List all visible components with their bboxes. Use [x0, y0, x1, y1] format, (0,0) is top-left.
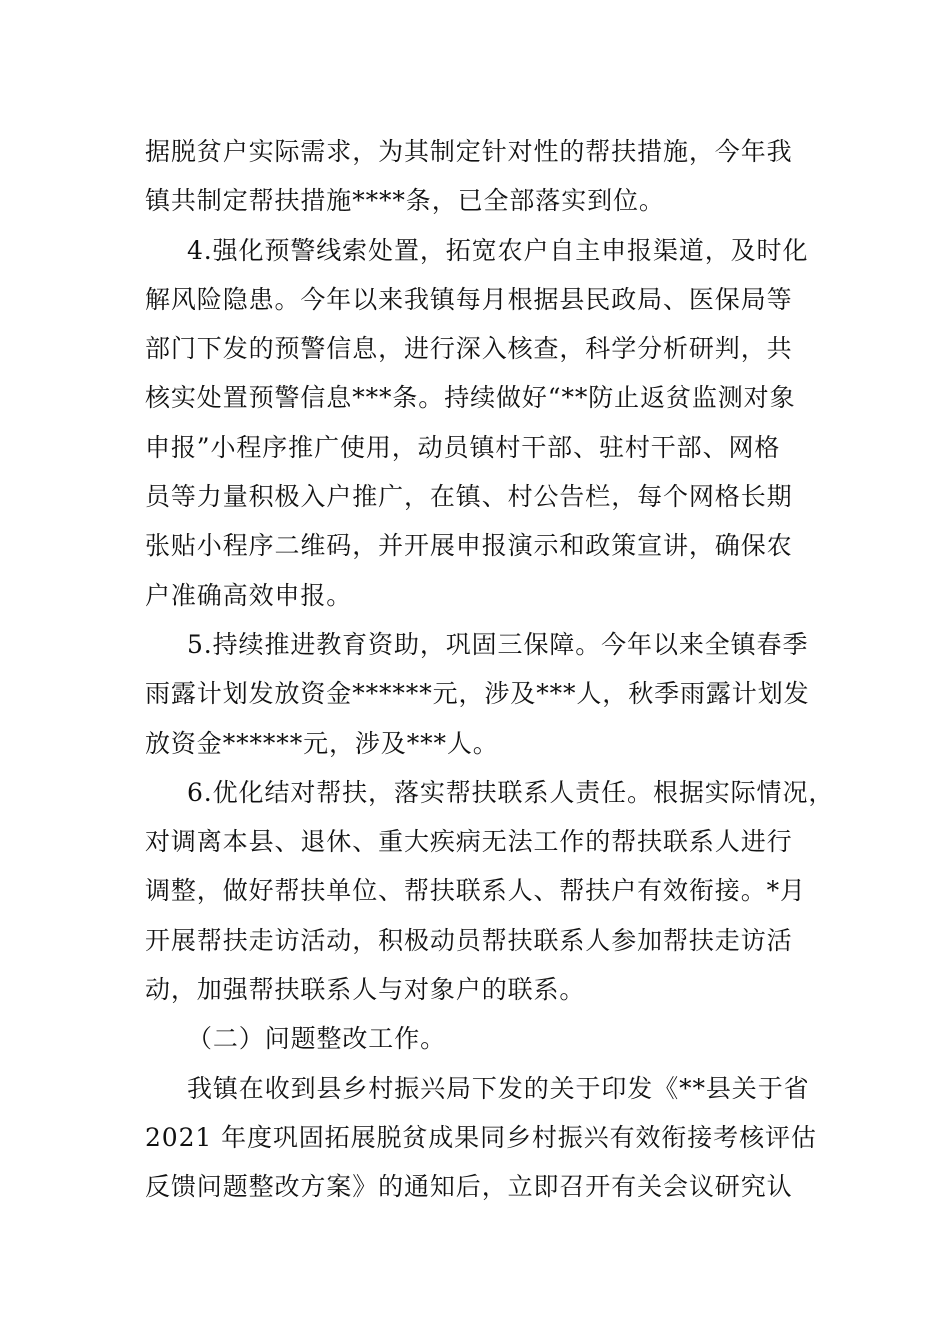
text-line: 解风险隐患。今年以来我镇每月根据县民政局、医保局等	[145, 284, 793, 314]
text-line: 开展帮扶走访活动，积极动员帮扶联系人参加帮扶走访活	[145, 925, 793, 955]
text-line: 我镇在收到县乡村振兴局下发的关于印发《**县关于省	[187, 1073, 810, 1103]
text-line: 据脱贫户实际需求，为其制定针对性的帮扶措施，今年我	[145, 137, 793, 166]
text-line: 放资金******元，涉及***人。	[145, 728, 499, 758]
text-line: 部门下发的预警信息，进行深入核查，科学分析研判，共	[145, 334, 793, 364]
document-body	[145, 127, 835, 1212]
paragraph-heading-5: 5.持续推进教育资助，巩固三保障。今年以来全镇春季	[187, 629, 809, 659]
text-line: 2021 年度巩固拓展脱贫成果同乡村振兴有效衔接考核评估	[145, 1122, 817, 1152]
text-line: 对调离本县、退休、重大疾病无法工作的帮扶联系人进行	[145, 827, 793, 857]
text-line: 张贴小程序二维码，并开展申报演示和政策宣讲，确保农	[145, 531, 793, 561]
text-line: 镇共制定帮扶措施****条，已全部落实到位。	[145, 186, 665, 216]
text-line: 户准确高效申报。	[145, 580, 353, 610]
text-line: 调整，做好帮扶单位、帮扶联系人、帮扶户有效衔接。*月	[145, 876, 806, 906]
text-line: 员等力量积极入户推广，在镇、村公告栏，每个网格长期	[145, 482, 793, 512]
paragraph-heading-4: 4.强化预警线索处置，拓宽农户自主申报渠道，及时化	[187, 235, 809, 265]
text-line: 核实处置预警信息***条。持续做好“**防止返贫监测对象	[145, 383, 796, 413]
text-line: 雨露计划发放资金******元，涉及***人，秋季雨露计划发	[145, 679, 810, 709]
text-line: 动，加强帮扶联系人与对象户的联系。	[145, 975, 586, 1005]
section-heading: （二）问题整改工作。	[187, 1024, 447, 1054]
paragraph-heading-6: 6.优化结对帮扶，落实帮扶联系人责任。根据实际情况，	[187, 777, 835, 807]
text-line: 申报”小程序推广使用，动员镇村干部、驻村干部、网格	[145, 432, 781, 462]
text-line: 反馈问题整改方案》的通知后，立即召开有关会议研究认	[145, 1172, 793, 1202]
